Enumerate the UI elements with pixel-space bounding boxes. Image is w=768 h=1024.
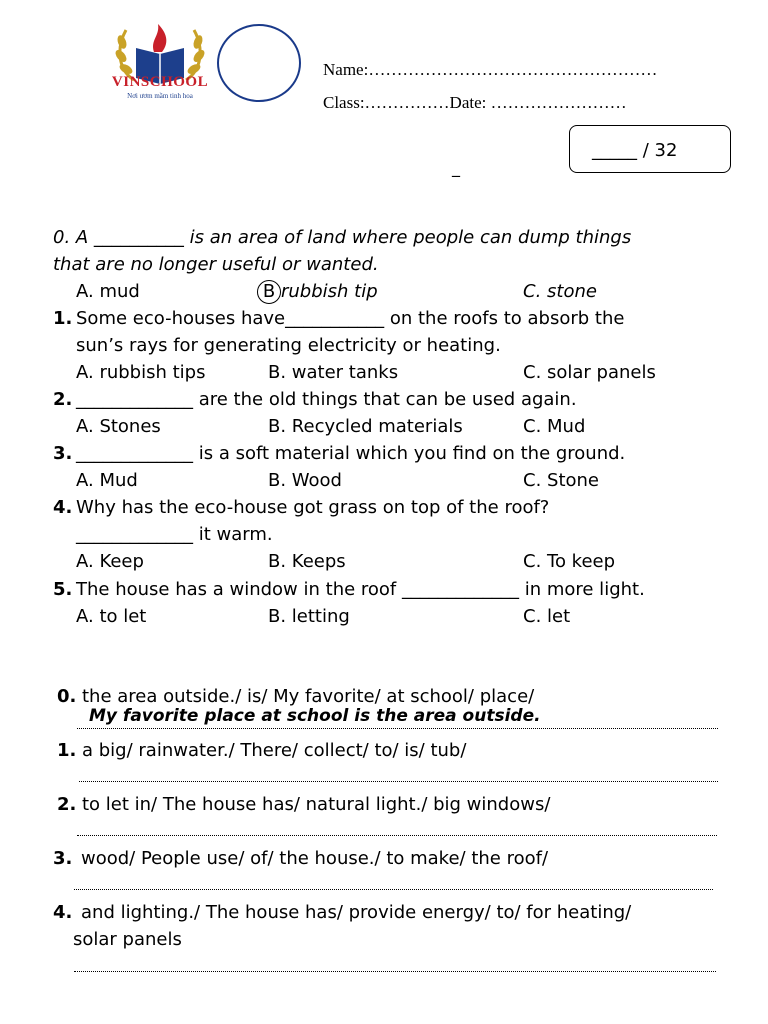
p2-item2-number: 2.	[57, 794, 77, 815]
p2-item4-number: 4.	[53, 902, 73, 923]
q4-option-b[interactable]: B. Keeps	[268, 551, 346, 572]
score-box	[569, 125, 731, 173]
q1-option-a[interactable]: A. rubbish tips	[76, 362, 206, 383]
logo-motto: Nơi ươm mầm tinh hoa	[127, 92, 193, 100]
example-option-b-circled	[257, 278, 378, 305]
p2-item0-prompt: the area outside./ is/ My favorite/ at school/ place/	[82, 686, 535, 707]
p2-item0-answer: My favorite place at school is the area outside.	[89, 706, 541, 726]
score-text: _____ / 32	[592, 140, 678, 161]
p2-item3-answer-line[interactable]	[74, 889, 713, 890]
p2-item2-answer-line[interactable]	[77, 835, 717, 836]
example-option-a: A. mud	[76, 281, 140, 302]
stray-mark: _	[452, 158, 460, 177]
q1-option-c[interactable]: C. solar panels	[523, 362, 656, 383]
school-logo	[104, 18, 216, 106]
q4-number: 4.	[53, 497, 73, 518]
q4-line2: _____________ it warm.	[76, 524, 273, 545]
p2-item1-answer-line[interactable]	[79, 781, 718, 782]
p2-item3-prompt: wood/ People use/ of/ the house./ to make/ the roof/	[81, 848, 549, 869]
p2-item3-number: 3.	[53, 848, 73, 869]
q2-number: 2.	[53, 389, 73, 410]
q1-line2: sun’s rays for generating electricity or heating.	[76, 335, 501, 356]
q3-option-b[interactable]: B. Wood	[268, 470, 342, 491]
q1-number: 1.	[53, 308, 73, 329]
q3-option-a[interactable]: A. Mud	[76, 470, 138, 491]
q5-option-b[interactable]: B. letting	[268, 606, 350, 627]
p2-item4-answer-line[interactable]	[74, 971, 716, 972]
q5-number: 5.	[53, 579, 73, 600]
q2-option-a[interactable]: A. Stones	[76, 416, 161, 437]
class-date-field[interactable]: Class:……………Date: ……………………	[323, 93, 627, 112]
name-field[interactable]: Name:……………………………………………	[323, 60, 658, 79]
q1-line1: Some eco-houses have___________ on the roofs to absorb the	[76, 308, 625, 329]
option-b-circle: B	[257, 280, 281, 304]
p2-item1-prompt: a big/ rainwater./ There/ collect/ to/ is/ tub/	[82, 740, 467, 761]
q3-line1: _____________ is a soft material which you find on the ground.	[76, 443, 626, 464]
q1-option-b[interactable]: B. water tanks	[268, 362, 399, 383]
q2-line1: _____________ are the old things that can be used again.	[76, 389, 577, 410]
q5-option-c[interactable]: C. let	[523, 606, 571, 627]
q4-option-c[interactable]: C. To keep	[523, 551, 616, 572]
q5-line1: The house has a window in the roof _____________ in more light.	[76, 579, 645, 600]
q2-option-b[interactable]: B. Recycled materials	[268, 416, 463, 437]
p2-item2-prompt: to let in/ The house has/ natural light./ big windows/	[82, 794, 551, 815]
example-option-b-text: rubbish tip	[281, 281, 378, 302]
photo-circle	[217, 24, 301, 102]
p2-item0-number: 0.	[57, 686, 77, 707]
example-line2: that are no longer useful or wanted.	[53, 254, 379, 275]
q5-option-a[interactable]: A. to let	[76, 606, 147, 627]
q3-number: 3.	[53, 443, 73, 464]
example-line1: 0. A __________ is an area of land where people can dump things	[53, 227, 632, 248]
p2-item0-answer-line[interactable]	[77, 728, 718, 729]
q3-option-c[interactable]: C. Stone	[523, 470, 599, 491]
q4-line1: Why has the eco-house got grass on top of the roof?	[76, 497, 550, 518]
p2-item4-prompt: and lighting./ The house has/ provide energy/ to/ for heating/	[81, 902, 632, 923]
q2-option-c[interactable]: C. Mud	[523, 416, 586, 437]
p2-item1-number: 1.	[57, 740, 77, 761]
logo-text: VINSCHOOL	[111, 74, 209, 90]
example-option-c: C. stone	[523, 281, 597, 302]
q4-option-a[interactable]: A. Keep	[76, 551, 144, 572]
p2-item4-prompt2: solar panels	[73, 929, 182, 950]
